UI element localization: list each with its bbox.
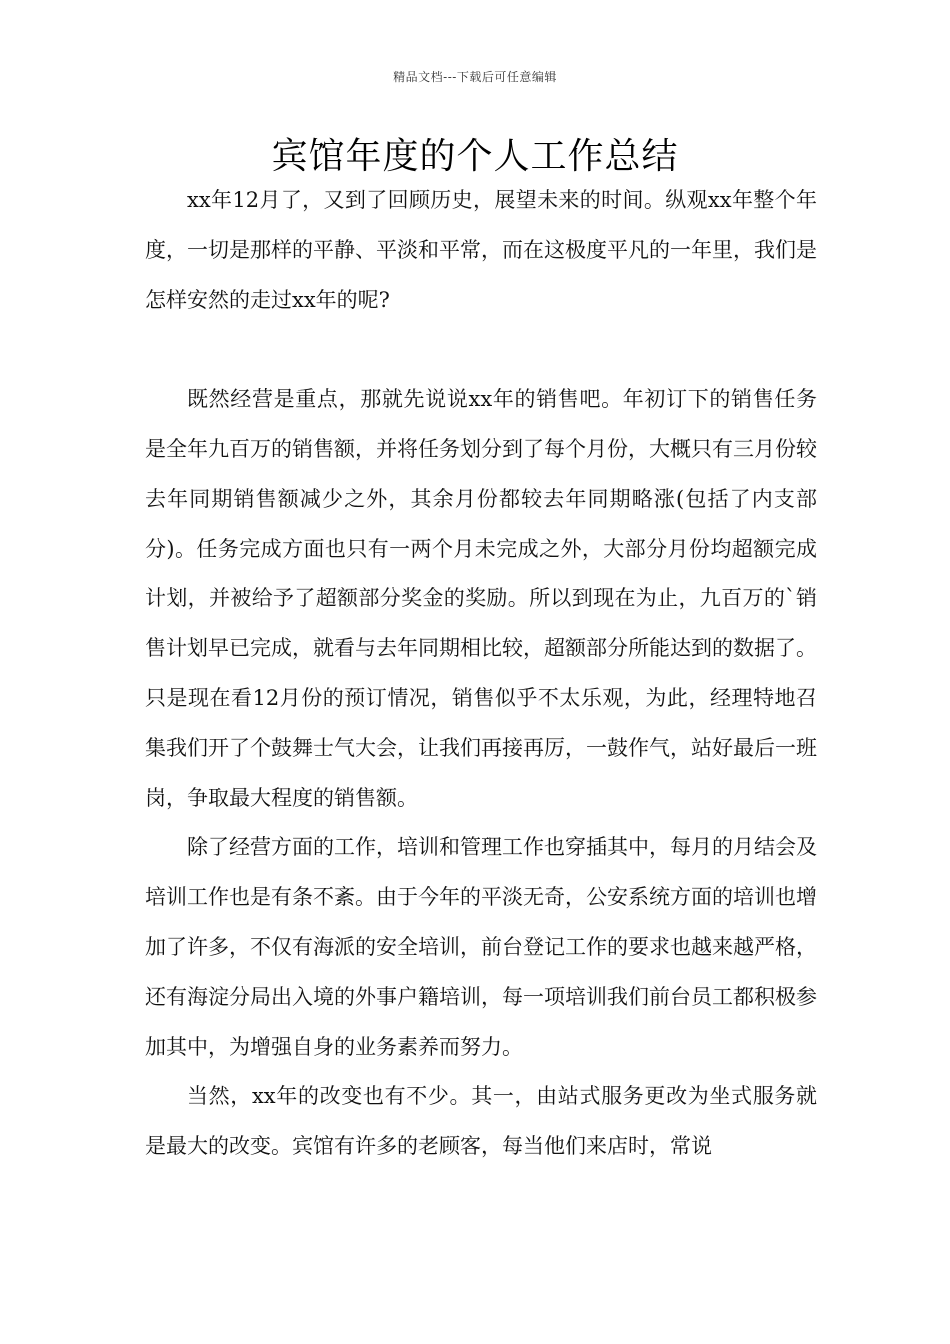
document-title: 宾馆年度的个人工作总结 (271, 136, 679, 177)
paragraph-intro: xx年12月了，又到了回顾历史，展望未来的时间。纵观xx年整个年度，一切是那样的平静、平淡和平常，而在这极度平凡的一年里，我们是怎样安然的走过xx年的呢? (145, 188, 817, 312)
header-note: 精品文档---下载后可任意编辑 (393, 70, 557, 84)
paragraph-gap (145, 325, 817, 375)
paragraph-changes: 当然，xx年的改变也有不少。其一，由站式服务更改为坐式服务就是最大的改变。宾馆有许多的老顾客，每当他们来店时，常说 (145, 1084, 817, 1159)
document-body (145, 176, 817, 1172)
paragraph-sales: 既然经营是重点，那就先说说xx年的销售吧。年初订下的销售任务是全年九百万的销售额，并将任务划分到了每个月份，大概只有三月份较去年同期销售额减少之外，其余月份都较去年同期略涨(包括了内支部分)。任务完成方面也只有一两个月未完成之外，大部分月份均超额完成计划，并被给予了超额部分奖金的奖励。所以到现在为止，九百万的`销售计划早已完成，就看与去年同期相比较，超额部分所能达到的数据了。只是现在看12月份的预订情况，销售似乎不太乐观，为此，经理特地召集我们开了个鼓舞士气大会，让我们再接再厉，一鼓作气，站好最后一班岗，争取最大程度的销售额。 (145, 387, 817, 810)
paragraph-training: 除了经营方面的工作，培训和管理工作也穿插其中，每月的月结会及培训工作也是有条不紊。由于今年的平淡无奇，公安系统方面的培训也增加了许多，不仅有海派的安全培训，前台登记工作的要求也越来越严格，还有海淀分局出入境的外事户籍培训，每一项培训我们前台员工都积极参加其中，为增强自身的业务素养而努力。 (145, 835, 817, 1059)
